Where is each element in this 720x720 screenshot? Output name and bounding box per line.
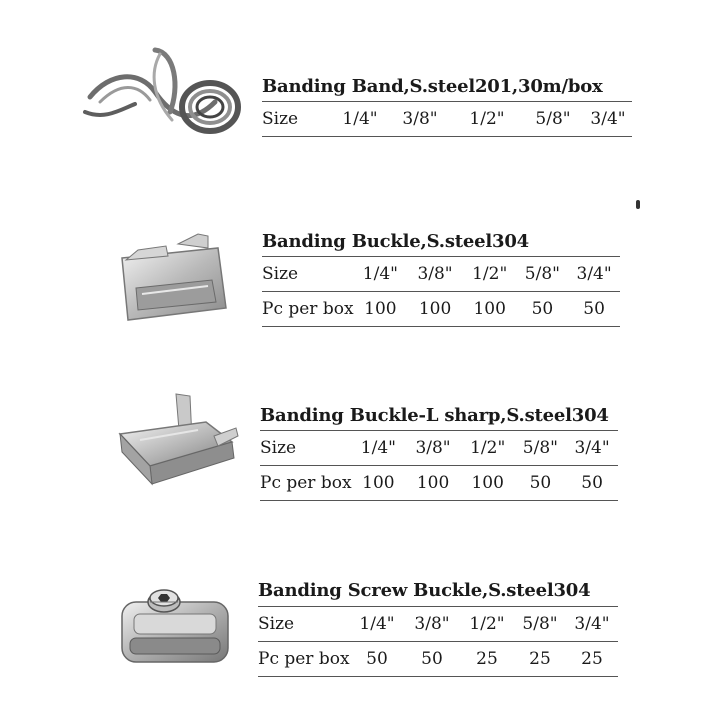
qty-cell: 50 (350, 642, 404, 677)
size-row (260, 431, 618, 466)
size-row (262, 102, 632, 137)
size-cell: 5/8" (514, 607, 566, 642)
size-cell: 3/8" (404, 607, 460, 642)
pc-per-box-row (262, 292, 620, 327)
size-cell: 3/4" (566, 607, 618, 642)
size-cell: 3/8" (388, 102, 452, 137)
product-title: Banding Buckle-L sharp,S.steel304 (260, 405, 609, 426)
size-cell: 1/4" (352, 431, 406, 466)
product-title: Banding Buckle,S.steel304 (262, 231, 530, 252)
size-row (262, 257, 620, 292)
dark-speck (636, 200, 640, 209)
size-cell: 3/4" (566, 431, 618, 466)
product-title: Banding Band,S.steel201,30m/box (262, 76, 603, 97)
row-label: Size (262, 102, 332, 137)
spec-table (262, 101, 632, 137)
qty-cell: 50 (515, 466, 567, 501)
size-row (258, 607, 618, 642)
qty-cell: 100 (405, 466, 461, 501)
qty-cell: 25 (566, 642, 618, 677)
size-cell: 1/2" (460, 607, 514, 642)
size-cell: 5/8" (517, 257, 569, 292)
qty-cell: 25 (514, 642, 566, 677)
qty-cell: 50 (568, 292, 620, 327)
row-label: Size (262, 257, 354, 292)
qty-cell: 100 (354, 292, 408, 327)
size-cell: 3/8" (407, 257, 463, 292)
size-cell: 3/8" (405, 431, 461, 466)
qty-cell: 50 (517, 292, 569, 327)
qty-cell: 100 (463, 292, 517, 327)
qty-cell: 50 (404, 642, 460, 677)
qty-cell: 100 (407, 292, 463, 327)
size-cell: 1/4" (332, 102, 388, 137)
size-cell: 1/2" (463, 257, 517, 292)
spec-table (258, 606, 618, 677)
row-label: Pc per box (260, 466, 352, 501)
screw-buckle-icon (112, 580, 238, 672)
size-cell: 3/4" (584, 102, 632, 137)
row-label: Size (260, 431, 352, 466)
size-cell: 5/8" (515, 431, 567, 466)
spec-table (262, 256, 620, 327)
qty-cell: 100 (352, 466, 406, 501)
steel-band-coil-icon (80, 42, 250, 142)
size-cell: 1/2" (461, 431, 515, 466)
size-cell: 1/4" (354, 257, 408, 292)
l-sharp-buckle-icon (110, 392, 240, 497)
row-label: Pc per box (262, 292, 354, 327)
size-cell: 1/4" (350, 607, 404, 642)
banding-buckle-icon (108, 228, 238, 328)
pc-per-box-row (258, 642, 618, 677)
size-cell: 3/4" (568, 257, 620, 292)
product-title: Banding Screw Buckle,S.steel304 (258, 580, 591, 601)
qty-cell: 25 (460, 642, 514, 677)
row-label: Size (258, 607, 350, 642)
size-cell: 5/8" (522, 102, 584, 137)
pc-per-box-row (260, 466, 618, 501)
row-label: Pc per box (258, 642, 350, 677)
size-cell: 1/2" (452, 102, 522, 137)
spec-table (260, 430, 618, 501)
qty-cell: 50 (566, 466, 618, 501)
qty-cell: 100 (461, 466, 515, 501)
